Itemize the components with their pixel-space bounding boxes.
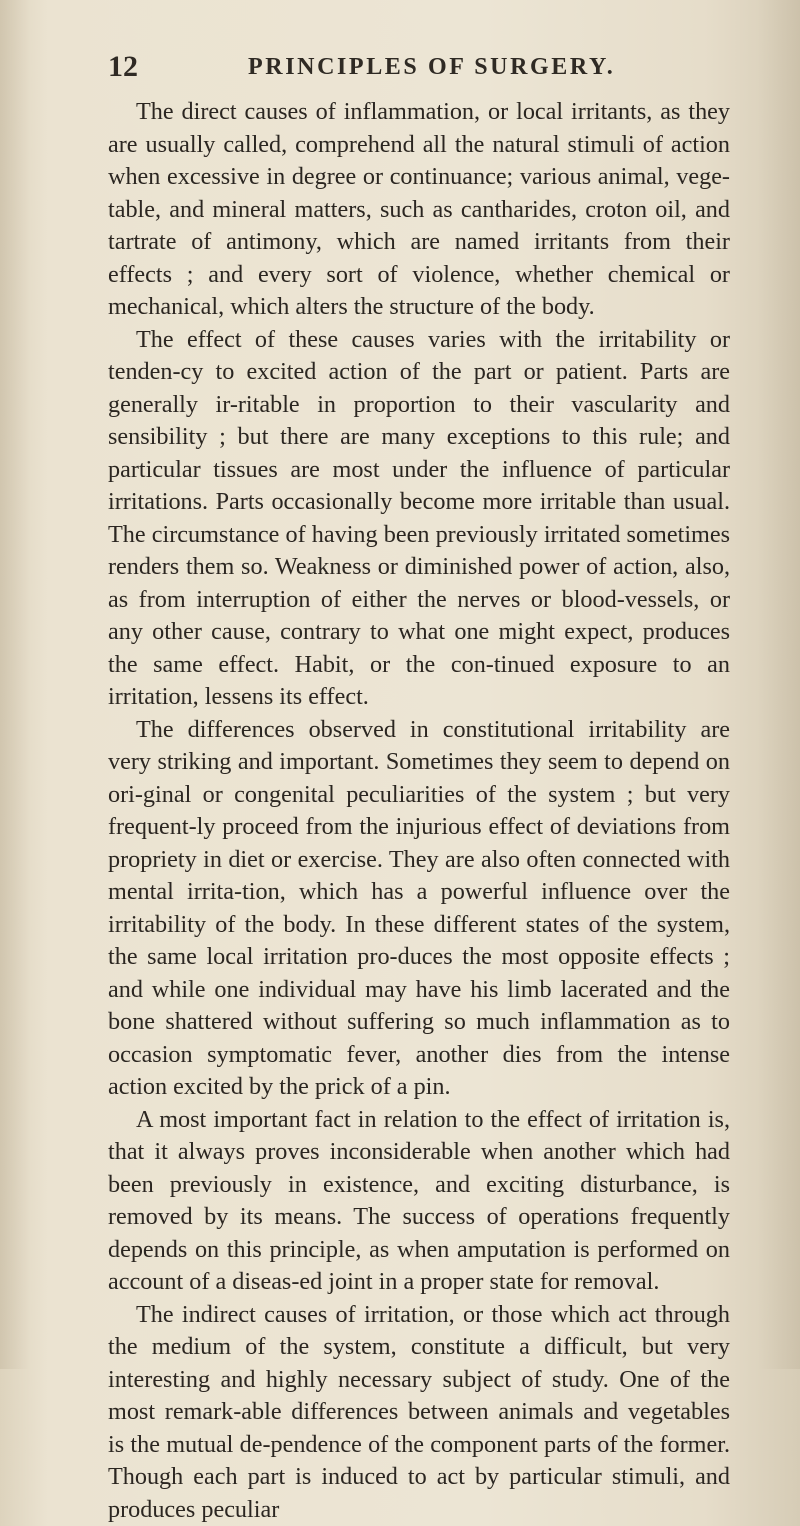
page-left-shadow — [0, 0, 30, 1369]
page-number: 12 — [108, 50, 138, 84]
paragraph-important-fact: A most important fact in relation to the effect of irritation is, that it always proves inconsiderable when another which had been previously in existence, and exciting disturbance, is removed by its means. The success of operations frequently depends on this principle, as when amputation is performed on account of a diseas-ed joint in a proper state for removal. — [108, 1104, 730, 1299]
paragraph-indirect-causes: The indirect causes of irritation, or those which act through the medium of the system, constitute a difficult, but very interesting and highly necessary subject of study. One of the most remark-able differences between animals and vegetables is the mutual de-pendence of the component parts of the former. Though each part is induced to act by particular stimuli, and produces peculiar — [108, 1299, 730, 1526]
page-right-shadow — [758, 0, 800, 1369]
running-head — [108, 50, 708, 84]
paragraph-direct-causes: The direct causes of inflammation, or local irritants, as they are usually called, comprehend all the natural stimuli of action when excessive in degree or continuance; various animal, vege-table, and mineral matters, such as cantharides, croton oil, and tartrate of antimony, which are named irritants from their effects ; and every sort of violence, whether chemical or mechanical, which alters the structure of the body. — [108, 96, 730, 324]
body-text — [108, 96, 730, 1526]
running-title: PRINCIPLES OF SURGERY. — [248, 54, 615, 81]
paragraph-effect-of-causes: The effect of these causes varies with the irritability or tenden-cy to excited action of the part or patient. Parts are generally ir-ritable in proportion to their vascularity and sensibility ; but there are many exceptions to this rule; and particular tissues are most under the influence of particular irritations. Parts occasionally become more irritable than usual. The circumstance of having been previously irritated sometimes renders them so. Weakness or diminished power of action, also, as from interruption of either the nerves or blood-vessels, or any other cause, contrary to what one might expect, produces the same effect. Habit, or the con-tinued exposure to an irritation, lessens its effect. — [108, 324, 730, 714]
paragraph-constitutional-irritability: The differences observed in constitutional irritability are very striking and important. Sometimes they seem to depend on ori-ginal or congenital peculiarities of the system ; but very frequent-ly proceed from the injurious effect of deviations from propriety in diet or exercise. They are also often connected with mental irrita-tion, which has a powerful influence over the irritability of the body. In these different states of the system, the same local irritation pro-duces the most opposite effects ; and while one individual may have his limb lacerated and the bone shattered without suffering so much inflammation as to occasion symptomatic fever, another dies from the intense action excited by the prick of a pin. — [108, 714, 730, 1104]
